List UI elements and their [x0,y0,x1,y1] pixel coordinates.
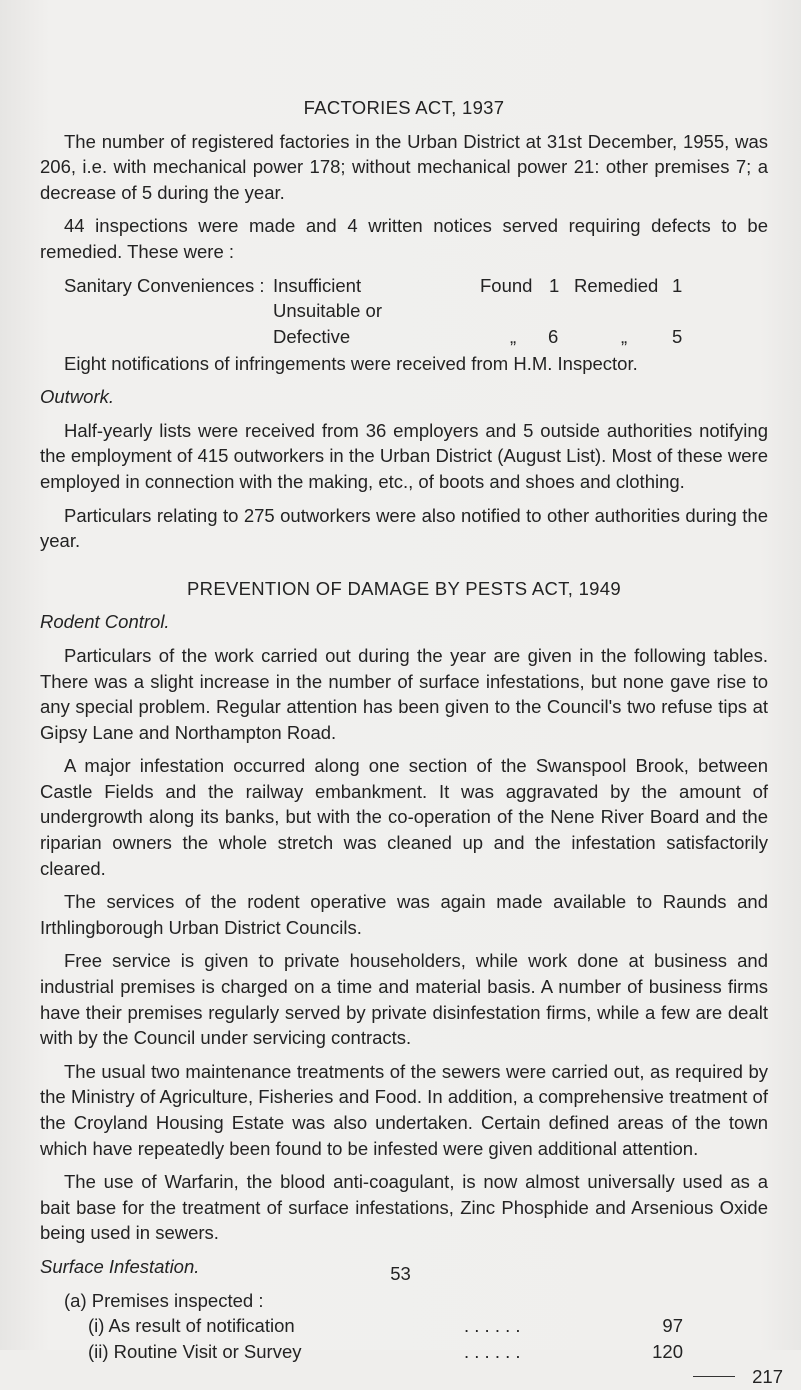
rodent-paragraph-6: The use of Warfarin, the blood anti-coagulant, is now almost universally used as a bait base for the treatment of surface infestations, Zinc Phosphide and Arsenious Oxide being used in sewers. [40,1171,768,1244]
item-label: (i) As result of notification [88,1315,295,1337]
rodent-paragraph-3: The services of the rodent operative was again made available to Raunds and Irthlingborough Urban District Councils. [40,891,768,938]
defects-row1-found-label: Found [480,274,533,296]
outwork-heading: Outwork. [40,386,115,408]
defects-row1-label: Insufficient [273,274,362,296]
rodent-paragraph-5: The usual two maintenance treatments of the sewers were carried out, as required by the Ministry of Agriculture, Fisheries and Food. In addition, a comprehensive treatment of the Croyland Housing Estate was also undertaken. Certain defined areas of the town which have repeatedly been found to be infested were given additional attention. [40,1060,768,1159]
page-body [40,95,783,1390]
surface-infestation-heading: Surface Infestation. [40,1255,200,1277]
rodent-control-heading: Rodent Control. [40,611,170,633]
premises-label-row [64,1288,768,1314]
list-item [64,1313,768,1339]
defects-row1-found: 1 [549,274,560,296]
outwork-paragraph-1: Half-yearly lists were received from 36 employers and 5 outside authorities notifying the employment of 415 outworkers in the Urban District (August List). Most of these were employed in connection with the making, etc., of boots and shoes and clothing. [40,419,768,492]
defects-row2-label-a: Unsuitable or [273,300,383,322]
item-label: (ii) Routine Visit or Survey [88,1340,302,1362]
outwork-paragraph-2: Particulars relating to 275 outworkers were also notified to other authorities during the year. [40,504,768,552]
factories-paragraph-1: The number of registered factories in the Urban District at 31st December, 1955, was 206, i.e. with mechanical power 178; without mechanical power 21: other premises 7; a decrease of 5 during the year. [40,130,768,203]
defects-category: Sanitary Conveniences : [64,274,265,296]
defects-row2-remedied: 5 [672,325,683,347]
factories-act-heading: FACTORIES ACT, 1937 [303,97,505,118]
total-row [64,1364,783,1390]
item-value: 97 [662,1315,683,1337]
list-item [64,1339,768,1365]
pests-act-heading: PREVENTION OF DAMAGE BY PESTS ACT, 1949 [187,577,621,599]
premises-label: (a) Premises inspected : [64,1289,264,1311]
item-value: 120 [652,1340,683,1362]
defects-row1-remedied-label: Remedied [574,274,659,296]
page-number: 53 [390,1263,411,1284]
rodent-paragraph-4: Free service is given to private householders, while work done at business and industrial premises is charged on a time and material basis. A number of business firms have their premises regularly served by private disinfestation firms, while a few are dealt with by the Council under servicing contracts. [40,950,768,1049]
rodent-paragraph-1: Particulars of the work carried out during the year are given in the following tables. There was a slight increase in the number of surface infestations, but none gave rise to any special problem. Regular attention has been given to the Council's two refuse tips at Gipsy Lane and Northampton Road. [40,644,768,743]
rodent-paragraph-2: A major infestation occurred along one section of the Swanspool Brook, between Castle Fields and the railway embankment. It was aggravated by the amount of undergrowth along its banks, but with the co-operation of the Nene River Board and the riparian owners the whole stretch was cleaned up and the infestation satisfactorily cleared. [40,755,768,879]
total-value: 217 [752,1366,783,1388]
item-dots: . . . . . . [464,1340,521,1362]
defects-row2-label-b: Defective [273,325,351,347]
defects-row2-found: 6 [548,325,559,347]
item-dots: . . . . . . [464,1315,521,1337]
premises-list [64,1288,783,1390]
defects-table [64,273,768,351]
total-rule [693,1376,735,1377]
factories-paragraph-2: 44 inspections were made and 4 written notices served requiring defects to be remedied. These were : [40,215,768,262]
defects-row2-ditto-remedied: „ [621,325,628,347]
defects-row1-remedied: 1 [672,274,683,296]
factories-paragraph-3: Eight notifications of infringements were received from H.M. Inspector. [64,352,638,374]
defects-row2-ditto-found: „ [510,325,517,347]
